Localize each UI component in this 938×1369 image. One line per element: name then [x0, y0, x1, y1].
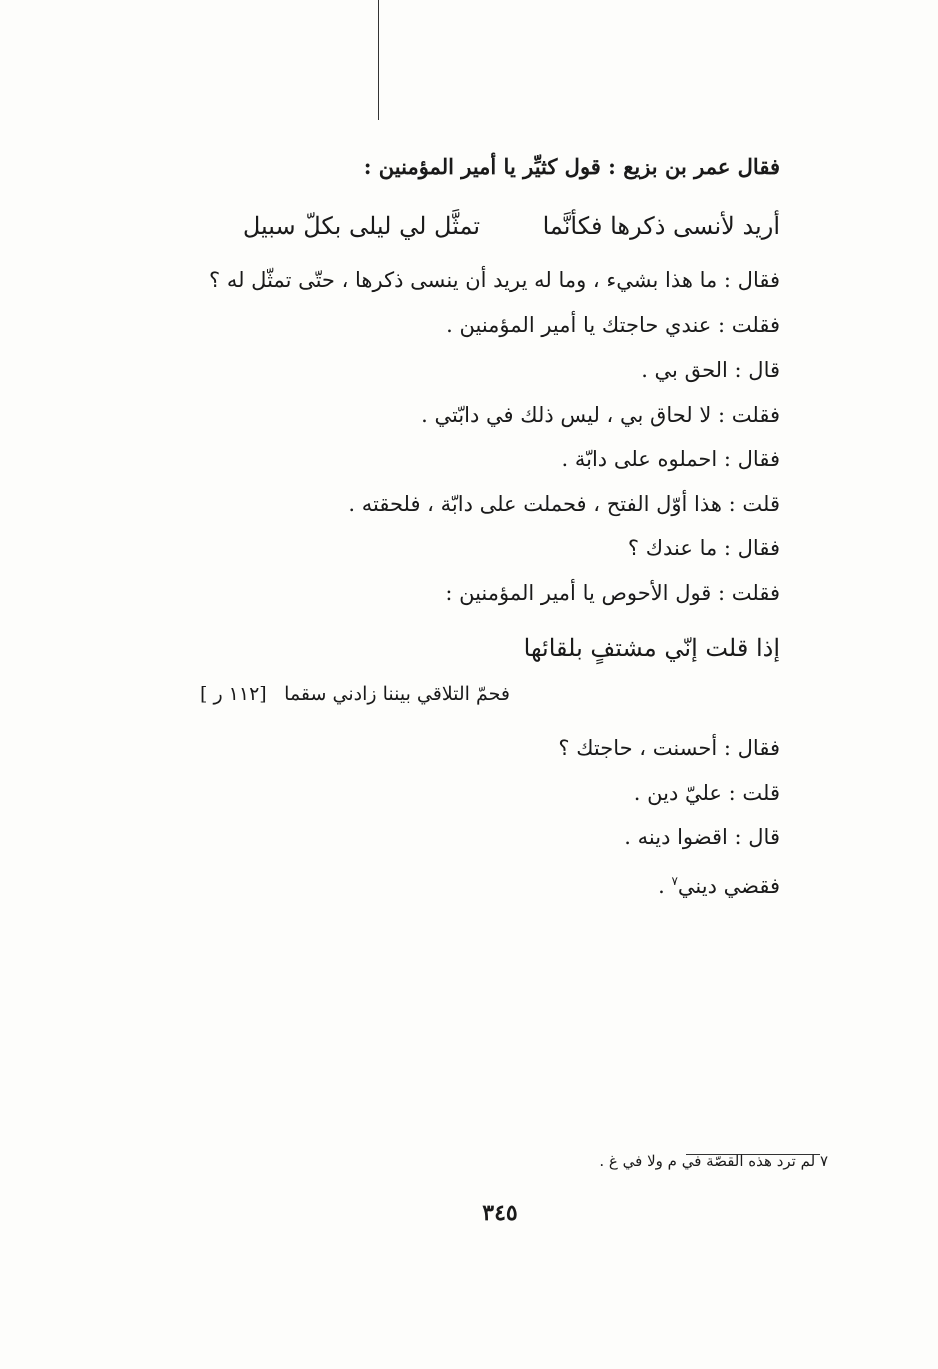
text-line-6: فقلت : لا لحاق بي ، ليس ذلك في دابّتي .: [421, 403, 780, 427]
text-line-4: فقلت : عندي حاجتك يا أمير المؤمنين .: [446, 313, 780, 337]
text-line-8: قلت : هذا أوّل الفتح ، فحملت على دابّة ، فلحقته .: [348, 492, 780, 516]
text-line-14: قلت : عليّ دين .: [633, 781, 780, 805]
text-line-5: قال : الحق بي .: [641, 358, 780, 382]
verse-second-hemistich-1: تمثَّل لي ليلى بكلّ سبيل: [242, 212, 480, 240]
text-line-16-words: فقضي ديني: [677, 874, 780, 898]
margin-rule: [378, 0, 379, 120]
footnote: [599, 1150, 828, 1172]
text-line-16: [658, 866, 780, 901]
footnote-text: لم ترد هذه القصّة في م ولا في غ .: [599, 1152, 816, 1170]
footnote-number: ٧: [819, 1152, 828, 1170]
text-line-7: فقال : احملوه على دابّة .: [561, 447, 780, 471]
page-number: ٣٤٥: [482, 1200, 518, 1226]
text-line-16-period: .: [658, 874, 665, 898]
text-line-10: فقلت : قول الأحوص يا أمير المؤمنين :: [445, 581, 780, 605]
verse-second-hemistich-2: فحمّ التلاقي بيننا زادني سقما: [284, 683, 510, 705]
text-line-15: قال : اقضوا دينه .: [624, 825, 780, 849]
text-line-3: فقال : ما هذا بشيء ، وما له يريد أن ينسى ذكرها ، حتّى تمثّل له ؟: [209, 268, 780, 292]
manuscript-folio-marker: [ ١١٢ ر]: [200, 683, 267, 705]
footnote-reference: ٧: [671, 874, 678, 888]
verse-first-hemistich-1: أريد لأنسى ذكرها فكأنَّما: [542, 212, 780, 240]
text-line-9: فقال : ما عندك ؟: [627, 536, 780, 560]
text-line-1: فقال عمر بن بزيع : قول كثيِّر يا أمير المؤمنين :: [363, 154, 780, 179]
text-line-13: فقال : أحسنت ، حاجتك ؟: [558, 736, 780, 760]
verse-first-hemistich-2: إذا قلت إنّي مشتفٍ بلقائها: [523, 634, 780, 662]
